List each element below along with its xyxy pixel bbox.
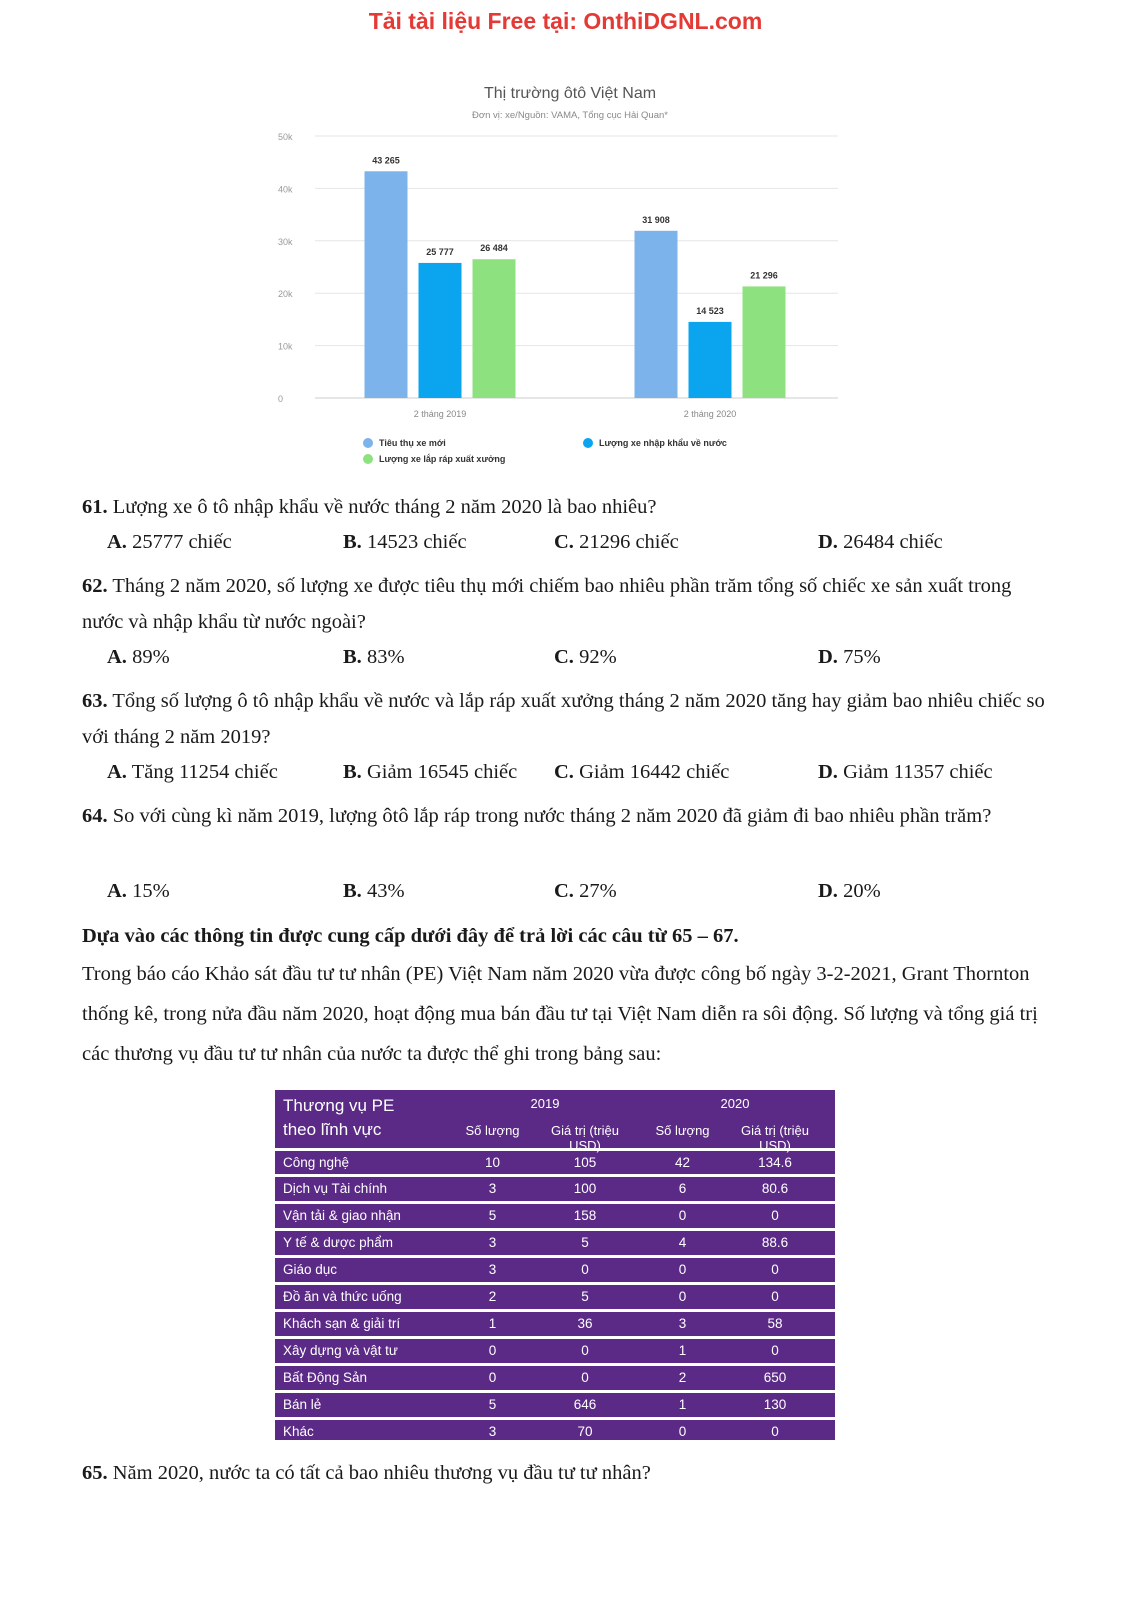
legend-marker	[583, 438, 593, 448]
site-header: Tải tài liệu Free tại: OnthiDGNL.com	[368, 8, 763, 34]
value-2020-cell: 0	[771, 1208, 779, 1223]
question-text: Lượng xe ô tô nhập khẩu về nước tháng 2 năm 2020 là bao nhiêu?	[107, 496, 657, 518]
option-label: A.	[107, 880, 127, 902]
value-2019-cell: 100	[573, 1181, 597, 1196]
question-65	[82, 1455, 1057, 1491]
value-2020-cell: 650	[763, 1370, 787, 1385]
option-text: Giảm 11357 chiếc	[837, 761, 993, 783]
option-label: B.	[343, 761, 362, 783]
options-62	[107, 646, 1057, 676]
option-label: B.	[343, 880, 362, 902]
option-b[interactable]	[343, 646, 405, 669]
value-2020-cell: 134.6	[758, 1155, 792, 1170]
x-tick-label: 2 tháng 2019	[413, 409, 467, 419]
count-2020-cell: 0	[678, 1262, 687, 1277]
pe-deals-table	[275, 1090, 835, 1440]
count-2019-cell: 3	[488, 1235, 497, 1250]
bar	[473, 259, 516, 398]
count-2019-cell: 3	[488, 1424, 497, 1439]
question-number: 64.	[82, 805, 108, 827]
count-2020-cell: 42	[674, 1155, 691, 1170]
section-paragraph: Trong báo cáo Khảo sát đầu tư tư nhân (PE) Việt Nam năm 2020 vừa được công bố ngày 3-2-2021, Grant Thornton thống kê, trong nửa đầu năm 2020, hoạt động mua bán đầu tư tại Việt Nam diễn ra sôi động. Số lượng và tổng giá trị các thương vụ đầu tư tư nhân của nước ta được thể ghi trong bảng sau:	[82, 963, 1038, 1065]
table-row	[275, 1148, 835, 1175]
legend-label: Lượng xe lắp ráp xuất xưởng	[379, 454, 506, 464]
option-label: D.	[818, 646, 838, 668]
count-2020-header: Số lượng	[655, 1123, 710, 1138]
table-row	[275, 1174, 835, 1201]
table-row	[275, 1336, 835, 1363]
sector-cell: Bán lẻ	[283, 1397, 322, 1412]
question-number: 65.	[82, 1462, 108, 1484]
option-label: D.	[818, 880, 838, 902]
table-row	[275, 1228, 835, 1255]
y-tick-label: 0	[278, 394, 284, 404]
option-b[interactable]	[343, 531, 467, 554]
count-2019-cell: 5	[488, 1208, 497, 1223]
option-d[interactable]	[818, 646, 881, 669]
option-label: C.	[554, 880, 574, 902]
sector-cell: Khách sạn & giải trí	[283, 1316, 401, 1331]
options-61	[107, 531, 1057, 561]
legend-marker	[363, 454, 373, 464]
option-text: Giảm 16442 chiếc	[573, 761, 730, 783]
option-a[interactable]	[107, 880, 170, 903]
option-label: D.	[818, 531, 838, 553]
bar-value-label: 26 484	[480, 243, 508, 254]
option-a[interactable]	[107, 646, 170, 669]
value-2019-cell: 0	[581, 1343, 589, 1358]
question-text: Năm 2020, nước ta có tất cả bao nhiêu thương vụ đầu tư tư nhân?	[107, 1462, 651, 1484]
y-tick-label: 30k	[278, 236, 293, 247]
bar-value-label: 43 265	[372, 155, 400, 166]
bar	[635, 231, 678, 398]
sector-cell: Xây dựng và vật tư	[283, 1343, 398, 1358]
legend-marker	[363, 438, 373, 448]
option-b[interactable]	[343, 880, 405, 903]
options-63	[107, 761, 1057, 791]
bar-value-label: 25 777	[426, 246, 454, 257]
question-number: 63.	[82, 690, 108, 712]
count-2020-cell: 1	[678, 1343, 687, 1358]
table-row	[275, 1201, 835, 1228]
option-text: 75%	[837, 646, 881, 668]
option-a[interactable]	[107, 761, 278, 784]
value-2020-cell: 0	[771, 1424, 779, 1439]
table-title-line1: Thương vụ PE	[283, 1096, 395, 1115]
count-2019-cell: 3	[488, 1262, 497, 1277]
value-2020-cell: 0	[771, 1289, 779, 1304]
sector-cell: Bất Động Sản	[283, 1370, 368, 1385]
option-text: 21296 chiếc	[573, 531, 679, 553]
value-2019-cell: 105	[573, 1155, 597, 1170]
value-2019-cell: 646	[573, 1397, 597, 1412]
value-2019-cell: 158	[573, 1208, 597, 1223]
option-text: 27%	[573, 880, 617, 902]
option-text: Tăng 11254 chiếc	[126, 761, 278, 783]
value-2019-cell: 5	[581, 1235, 589, 1250]
count-2019-header: Số lượng	[465, 1123, 520, 1138]
question-number: 61.	[82, 496, 108, 518]
chart-title: Thị trường ôtô Việt Nam	[483, 85, 657, 102]
option-label: C.	[554, 761, 574, 783]
table-row	[275, 1309, 835, 1336]
option-text: 25777 chiếc	[126, 531, 232, 553]
count-2019-cell: 0	[488, 1370, 497, 1385]
option-label: B.	[343, 531, 362, 553]
count-2020-cell: 2	[678, 1370, 687, 1385]
option-text: 83%	[361, 646, 405, 668]
bar-value-label: 31 908	[642, 214, 670, 225]
y-tick-label: 10k	[278, 341, 293, 352]
option-text: 89%	[126, 646, 170, 668]
table-row	[275, 1255, 835, 1282]
table-title-line2: theo lĩnh vực	[283, 1120, 382, 1139]
option-label: C.	[554, 646, 574, 668]
value-2020-cell: 0	[771, 1262, 779, 1277]
option-c[interactable]	[554, 880, 617, 903]
option-text: 43%	[361, 880, 405, 902]
count-2020-cell: 0	[678, 1289, 687, 1304]
value-2020-header: Giá trị (triệu USD)	[741, 1123, 809, 1153]
option-text: 14523 chiếc	[361, 531, 467, 553]
value-2020-cell: 88.6	[761, 1235, 789, 1250]
value-2019-cell: 70	[577, 1424, 593, 1439]
option-text: 26484 chiếc	[837, 531, 943, 553]
value-2019-cell: 0	[581, 1262, 589, 1277]
value-2019-cell: 5	[581, 1289, 589, 1304]
option-label: C.	[554, 531, 574, 553]
sector-cell: Dịch vụ Tài chính	[283, 1181, 388, 1196]
count-2020-cell: 3	[678, 1316, 687, 1331]
legend-label: Lượng xe nhập khẩu về nước	[599, 438, 727, 448]
option-d[interactable]	[818, 531, 943, 554]
question-number: 62.	[82, 575, 108, 597]
option-text: 20%	[837, 880, 881, 902]
option-label: A.	[107, 531, 127, 553]
bar	[365, 171, 408, 398]
count-2020-cell: 4	[678, 1235, 687, 1250]
question-61	[82, 489, 1057, 525]
bar	[419, 263, 462, 398]
bar-value-label: 21 296	[750, 270, 778, 281]
option-d[interactable]	[818, 880, 881, 903]
option-c[interactable]	[554, 646, 617, 669]
value-2020-cell: 130	[763, 1397, 787, 1412]
sector-cell: Giáo dục	[283, 1262, 338, 1277]
option-d[interactable]	[818, 761, 993, 784]
count-2020-cell: 0	[678, 1208, 687, 1223]
sector-cell: Công nghệ	[283, 1155, 350, 1170]
count-2020-cell: 0	[678, 1424, 687, 1439]
year-2019-header: 2019	[530, 1096, 560, 1111]
option-label: D.	[818, 761, 838, 783]
bar	[689, 322, 732, 398]
y-tick-label: 20k	[278, 289, 293, 300]
question-62	[82, 568, 1057, 640]
option-label: A.	[107, 761, 127, 783]
table-row	[275, 1417, 835, 1444]
option-text: Giảm 16545 chiếc	[361, 761, 518, 783]
table-title	[283, 1094, 394, 1142]
section-instruction: Dựa vào các thông tin được cung cấp dưới đây để trả lời các câu từ 65 – 67.	[82, 925, 739, 947]
question-text: Tháng 2 năm 2020, số lượng xe được tiêu thụ mới chiếm bao nhiêu phần trăm tổng số chiếc xe sản xuất trong nước và nhập khẩu từ nước ngoài?	[82, 575, 1012, 633]
option-text: 15%	[126, 880, 170, 902]
option-label: B.	[343, 646, 362, 668]
x-tick-label: 2 tháng 2020	[683, 409, 737, 419]
question-64	[82, 796, 1057, 836]
option-text: 92%	[573, 646, 617, 668]
question-text: Tổng số lượng ô tô nhập khẩu về nước và lắp ráp xuất xưởng tháng 2 năm 2020 tăng hay giảm bao nhiêu chiếc so với tháng 2 năm 2019?	[82, 690, 1045, 748]
count-2020-cell: 6	[678, 1181, 687, 1196]
count-2019-cell: 0	[488, 1343, 497, 1358]
count-2019-cell: 1	[488, 1316, 497, 1331]
sector-cell: Đồ ăn và thức uống	[283, 1289, 402, 1304]
table-row	[275, 1282, 835, 1309]
sector-cell: Khác	[283, 1424, 314, 1439]
question-text: So với cùng kì năm 2019, lượng ôtô lắp ráp trong nước tháng 2 năm 2020 đã giảm đi bao nhiêu phần trăm?	[107, 805, 992, 827]
value-2020-cell: 0	[771, 1343, 779, 1358]
option-a[interactable]	[107, 531, 232, 554]
option-label: A.	[107, 646, 127, 668]
count-2019-cell: 5	[488, 1397, 497, 1412]
table-header	[275, 1090, 835, 1153]
sector-cell: Y tế & dược phẩm	[283, 1235, 393, 1250]
chart-subtitle: Đơn vị: xe/Nguồn: VAMA, Tổng cục Hải Quan*	[472, 110, 668, 121]
option-b[interactable]	[343, 761, 517, 784]
value-2020-cell: 80.6	[761, 1181, 789, 1196]
sector-cell: Vận tải & giao nhận	[283, 1208, 401, 1223]
table-row	[275, 1363, 835, 1390]
count-2020-cell: 1	[678, 1397, 687, 1412]
value-2019-header: Giá trị (triệu USD)	[551, 1123, 619, 1153]
question-63	[82, 683, 1057, 755]
option-c[interactable]	[554, 531, 679, 554]
table-row	[275, 1390, 835, 1417]
bar	[743, 286, 786, 398]
option-c[interactable]	[554, 761, 729, 784]
year-2020-header: 2020	[720, 1096, 750, 1111]
count-2019-cell: 2	[488, 1289, 497, 1304]
count-2019-cell: 3	[488, 1181, 497, 1196]
options-64	[107, 880, 1057, 910]
count-2019-cell: 10	[484, 1155, 501, 1170]
y-tick-label: 50k	[278, 132, 293, 142]
value-2020-cell: 58	[767, 1316, 783, 1331]
y-tick-label: 40k	[278, 184, 293, 195]
chart-canvas	[270, 78, 860, 488]
value-2019-cell: 36	[577, 1316, 593, 1331]
bar-value-label: 14 523	[696, 305, 724, 316]
legend-label: Tiêu thụ xe mới	[379, 438, 446, 448]
value-2019-cell: 0	[581, 1370, 589, 1385]
car-market-chart	[270, 78, 860, 488]
